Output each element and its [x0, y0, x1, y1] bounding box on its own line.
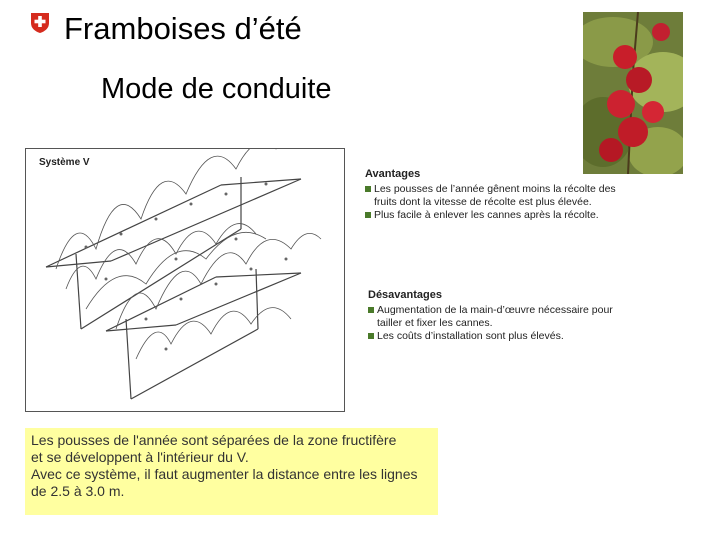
note-line: de 2.5 à 3.0 m.: [31, 483, 125, 499]
slide-subtitle: Mode de conduite: [101, 73, 332, 105]
disadvantages-heading: Désavantages: [368, 289, 442, 301]
disadvantage-item: [368, 304, 638, 330]
trellis-illustration: [25, 148, 345, 412]
explanation-note: [25, 428, 438, 515]
v-system-drawing: [26, 149, 344, 411]
note-line: Les pousses de l'année sont séparées de la zone fructifère: [31, 432, 397, 448]
raspberry-photo: [583, 12, 683, 174]
advantage-item: [365, 209, 635, 222]
bullet-square-icon: [368, 307, 374, 313]
disadvantages-block: [368, 289, 638, 343]
figure-label: Système V: [39, 157, 90, 168]
advantage-text: Les pousses de l’année gênent moins la récolte des fruits dont la vitesse de récolte est plus élevée.: [374, 183, 616, 208]
advantages-block: [365, 168, 635, 222]
swiss-cross-shield-icon: [30, 12, 50, 34]
note-line: Avec ce système, il faut augmenter la distance entre les lignes: [31, 466, 418, 482]
bullet-square-icon: [365, 212, 371, 218]
advantage-text: Plus facile à enlever les cannes après la récolte.: [374, 209, 599, 221]
note-line: et se développent à l'intérieur du V.: [31, 449, 249, 465]
disadvantage-text: Augmentation de la main-d’œuvre nécessaire pour tailler et fixer les cannes.: [377, 304, 613, 329]
disadvantage-text: Les coûts d’installation sont plus élevés.: [377, 330, 564, 342]
disadvantage-item: [368, 330, 638, 343]
slide-title: Framboises d’été: [64, 11, 302, 46]
bullet-square-icon: [365, 186, 371, 192]
advantage-item: [365, 183, 635, 209]
advantages-heading: Avantages: [365, 168, 421, 180]
bullet-square-icon: [368, 333, 374, 339]
